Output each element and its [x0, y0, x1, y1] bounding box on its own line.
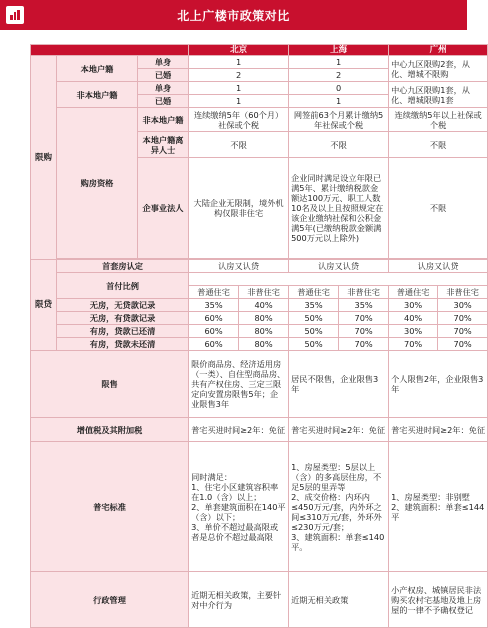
shanghai-local-married: 2 — [289, 69, 389, 82]
beijing-nonlocal-married: 1 — [189, 95, 289, 108]
beijing-admin: 近期无相关政策，主要针对中介行为 — [189, 572, 289, 628]
shanghai-limit-sale: 居民不限售，企业限售3年 — [289, 351, 389, 418]
loan-value: 80% — [239, 338, 289, 351]
married-label: 已婚 — [138, 95, 189, 108]
guangzhou-nonlocal: 中心九区限购1套，从 化、增城限购1套 — [389, 82, 488, 108]
guangzhou-local: 中心九区限购2套，从 化、增城不限购 — [389, 56, 488, 82]
loan-value: 40% — [239, 299, 289, 312]
loan-value: 80% — [239, 325, 289, 338]
limit-sale-label: 限售 — [31, 351, 189, 418]
q-nonlocal-label: 非本地户籍 — [138, 108, 189, 132]
loan-value: 70% — [438, 312, 488, 325]
guangzhou-vat: 普宅买进时间≥2年：免征 — [389, 418, 488, 442]
loan-value: 50% — [289, 325, 339, 338]
guangzhou-standard: 1、房屋类型：非别墅 2、建筑面积：单套≤144平 — [389, 442, 488, 572]
admin-label: 行政管理 — [31, 572, 189, 628]
guangzhou-first-home: 认房又认贷 — [389, 260, 488, 273]
column-beijing: 北京 — [189, 45, 289, 56]
loan-value: 30% — [389, 325, 438, 338]
shanghai-first-home: 认房又认贷 — [289, 260, 389, 273]
shanghai-standard: 1、房屋类型：5层以上（含）的多高层住房，不足5层的里弄等 2、成交价格：内环内≤450万元/套，内外环之间≤310万元/套，外环外≤230万元/套； 3、建筑面积：单套≤140平。 — [289, 442, 389, 572]
loan-value: 70% — [438, 338, 488, 351]
category-purchase: 限购 — [31, 56, 57, 260]
shanghai-q-divorced: 不限 — [289, 132, 389, 158]
loan-value: 60% — [189, 325, 239, 338]
beijing-nonlocal-single: 1 — [189, 82, 289, 95]
shanghai-non-ordinary-label: 非普住宅 — [339, 286, 389, 299]
shanghai-nonlocal-married: 1 — [289, 95, 389, 108]
column-shanghai: 上海 — [289, 45, 389, 56]
beijing-local-married: 2 — [189, 69, 289, 82]
single-label: 单身 — [138, 82, 189, 95]
loan-value: 70% — [389, 338, 438, 351]
loan-row-label: 无房，有贷款记录 — [57, 312, 189, 325]
loan-value: 80% — [239, 312, 289, 325]
q-divorced-label: 本地户籍离异人士 — [138, 132, 189, 158]
shanghai-q-nonlocal: 网签前63个月累计缴纳5年社保或个税 — [289, 108, 389, 132]
beijing-q-divorced: 不限 — [189, 132, 289, 158]
qualification-label: 购房资格 — [57, 108, 138, 259]
guangzhou-q-corp: 不限 — [389, 158, 488, 259]
page-title: 北上广楼市政策对比 — [177, 8, 290, 23]
guangzhou-q-divorced: 不限 — [389, 132, 488, 158]
header-row — [31, 45, 488, 56]
local-hukou-label: 本地户籍 — [57, 56, 138, 82]
chart-logo-icon — [6, 6, 24, 24]
beijing-q-nonlocal: 连续缴纳5年（60个月）社保或个税 — [189, 108, 289, 132]
loan-value: 30% — [438, 299, 488, 312]
q-corp-label: 企事业法人 — [138, 158, 189, 259]
beijing-non-ordinary-label: 非普住宅 — [239, 286, 289, 299]
beijing-vat: 普宅买进时间≥2年：免征 — [189, 418, 289, 442]
shanghai-admin: 近期无相关政策 — [289, 572, 389, 628]
beijing-standard: 同时满足： 1、住宅小区建筑容积率在1.0（含）以上； 2、单套建筑面积在140平（含）以下； 3、单价不超过最高限或者是总价不超过最高限 — [189, 442, 289, 572]
married-label: 已婚 — [138, 69, 189, 82]
standard-label: 普宅标准 — [31, 442, 189, 572]
loan-value: 70% — [339, 325, 389, 338]
guangzhou-q-nonlocal: 连续缴纳5年以上社保或个税 — [389, 108, 488, 132]
shanghai-local-single: 1 — [289, 56, 389, 69]
loan-value: 30% — [389, 299, 438, 312]
loan-row-label: 有房，贷款未还清 — [57, 338, 189, 351]
loan-value: 35% — [189, 299, 239, 312]
policy-comparison-table — [30, 44, 488, 628]
guangzhou-non-ordinary-label: 非普住宅 — [438, 286, 488, 299]
down-payment-label: 首付比例 — [57, 273, 189, 299]
nonlocal-hukou-label: 非本地户籍 — [57, 82, 138, 108]
beijing-limit-sale: 限价商品房、经济适用房（一类）、自住型商品房、共有产权住房、三定三限定向安置房限售5年；企业限售3年 — [189, 351, 289, 418]
category-loan: 限贷 — [31, 260, 57, 351]
beijing-ordinary-label: 普通住宅 — [189, 286, 239, 299]
loan-value: 35% — [339, 299, 389, 312]
shanghai-q-corp: 企业同时满足设立年限已满5年、累计缴纳税款金额达100万元、职工人数10名及以上且按照规定在该企业缴纳社保和公积金满5年(已缴纳税款金额满500万元以上除外) — [289, 158, 389, 259]
loan-value: 70% — [438, 325, 488, 338]
single-label: 单身 — [138, 56, 189, 69]
shanghai-vat: 普宅买进时间≥2年：免征 — [289, 418, 389, 442]
loan-value: 50% — [289, 338, 339, 351]
loan-value: 50% — [289, 312, 339, 325]
guangzhou-admin: 小产权房、城镇居民非法购买农村宅基地及地上房屋的一律不予确权登记 — [389, 572, 488, 628]
loan-value: 60% — [189, 338, 239, 351]
title-bar — [0, 0, 467, 30]
loan-value: 35% — [289, 299, 339, 312]
vat-label: 增值税及其附加税 — [31, 418, 189, 442]
loan-row-label: 有房，贷款已还清 — [57, 325, 189, 338]
shanghai-ordinary-label: 普通住宅 — [289, 286, 339, 299]
shanghai-nonlocal-single: 0 — [289, 82, 389, 95]
guangzhou-limit-sale: 个人限售2年，企业限售3年 — [389, 351, 488, 418]
loan-value: 70% — [339, 338, 389, 351]
guangzhou-ordinary-label: 普通住宅 — [389, 286, 438, 299]
loan-value: 40% — [389, 312, 438, 325]
loan-row-label: 无房，无贷款记录 — [57, 299, 189, 312]
beijing-q-corp: 大陆企业无限制，境外机构仅限非住宅 — [189, 158, 289, 259]
column-guangzhou: 广州 — [389, 45, 488, 56]
beijing-first-home: 认房又认贷 — [189, 260, 289, 273]
first-home-label: 首套房认定 — [57, 260, 189, 273]
beijing-local-single: 1 — [189, 56, 289, 69]
loan-value: 60% — [189, 312, 239, 325]
loan-value: 70% — [339, 312, 389, 325]
